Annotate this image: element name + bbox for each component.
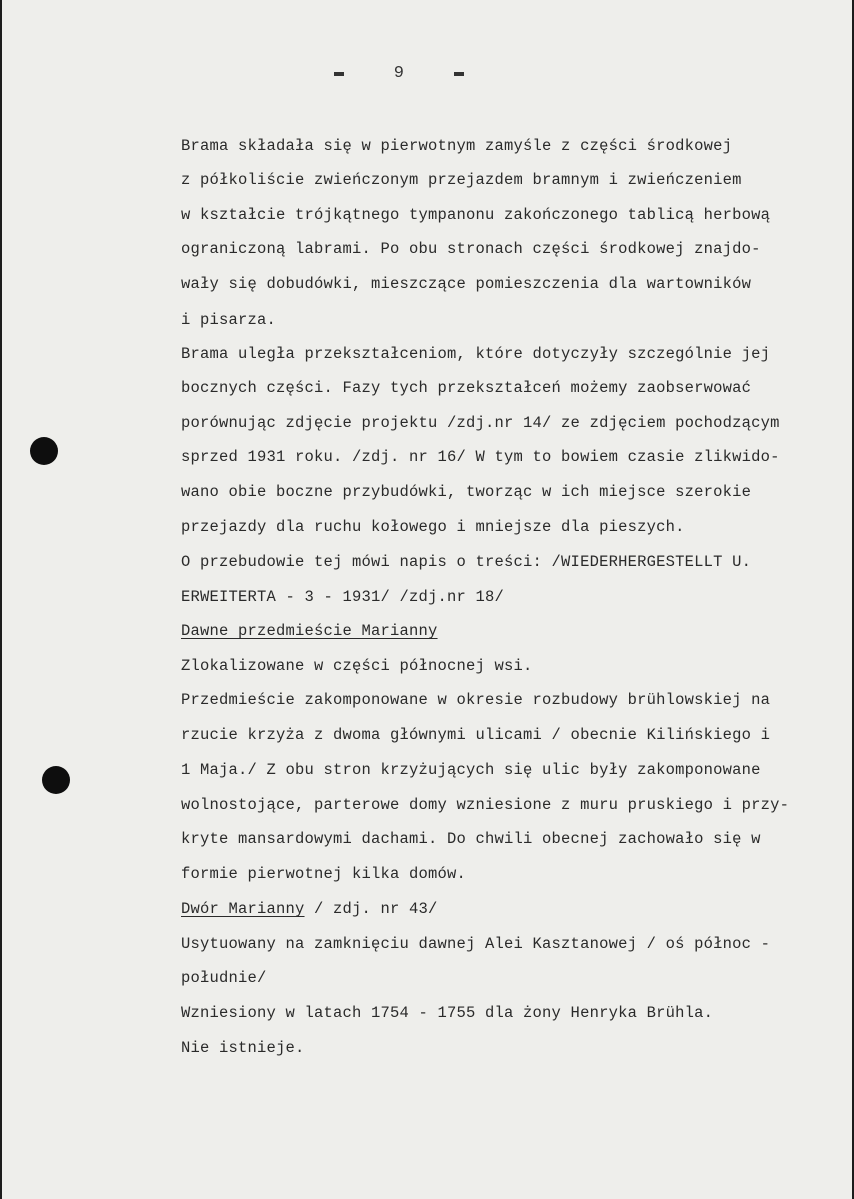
text-line: porównując zdjęcie projektu /zdj.nr 14/ ze zdjęciem pochodzącym — [181, 414, 780, 432]
text-line: Przedmieście zakomponowane w okresie rozbudowy brühlowskiej na — [181, 691, 771, 709]
text-line: ERWEITERTA - 3 - 1931/ /zdj.nr 18/ — [181, 588, 505, 606]
text-line: z półkoliście zwieńczonym przejazdem bramnym i zwieńczeniem — [181, 171, 742, 189]
page-number: 9 — [393, 64, 405, 83]
text-line: rzucie krzyża z dwoma głównymi ulicami / obecnie Kilińskiego i — [181, 726, 771, 744]
text-line: 1 Maja./ Z obu stron krzyżujących się ulic były zakomponowane — [181, 761, 761, 779]
section-heading-dwor: Dwór Marianny — [181, 900, 305, 918]
text-line: Brama uległa przekształceniom, które dotyczyły szczególnie jej — [181, 345, 771, 363]
text-line: Usytuowany na zamknięciu dawnej Alei Kasztanowej / oś północ - — [181, 935, 771, 953]
text-line: ograniczoną labrami. Po obu stronach części środkowej znajdo- — [181, 240, 761, 258]
text-line: kryte mansardowymi dachami. Do chwili obecnej zachowało się w — [181, 830, 761, 848]
text-line: wały się dobudówki, mieszczące pomieszczenia dla wartowników — [181, 275, 752, 293]
section-heading-dwor-line — [181, 899, 438, 919]
text-line: bocznych części. Fazy tych przekształceń możemy zaobserwować — [181, 379, 752, 397]
text-line: Wzniesiony w latach 1754 - 1755 dla żony Henryka Brühla. — [181, 1004, 714, 1022]
punch-hole-upper — [30, 437, 58, 465]
photo-reference: / zdj. nr 43/ — [304, 900, 438, 918]
text-line: Brama składała się w pierwotnym zamyśle z części środkowej — [181, 137, 733, 155]
text-line: O przebudowie tej mówi napis o treści: /WIEDERHERGESTELLT U. — [181, 553, 752, 571]
text-line: Nie istnieje. — [181, 1039, 305, 1057]
text-line: formie pierwotnej kilka domów. — [181, 865, 467, 883]
text-line: sprzed 1931 roku. /zdj. nr 16/ W tym to bowiem czasie zlikwido- — [181, 448, 780, 466]
page-left-edge — [0, 0, 2, 1199]
punch-hole-lower — [42, 766, 70, 794]
text-line: południe/ — [181, 969, 267, 987]
page-number-header — [334, 64, 464, 83]
text-line: przejazdy dla ruchu kołowego i mniejsze dla pieszych. — [181, 518, 685, 536]
text-line: i pisarza. — [181, 311, 277, 329]
text-line: Zlokalizowane w części północnej wsi. — [181, 657, 533, 675]
dash-left — [334, 72, 344, 76]
text-line: wolnostojące, parterowe domy wzniesione z muru pruskiego i przy- — [181, 796, 790, 814]
text-line: w kształcie trójkątnego tympanonu zakończonego tablicą herbową — [181, 206, 771, 224]
dash-right — [454, 72, 464, 76]
text-line: wano obie boczne przybudówki, tworząc w ich miejsce szerokie — [181, 483, 752, 501]
section-heading-przedmiescie: Dawne przedmieście Marianny — [181, 622, 438, 640]
